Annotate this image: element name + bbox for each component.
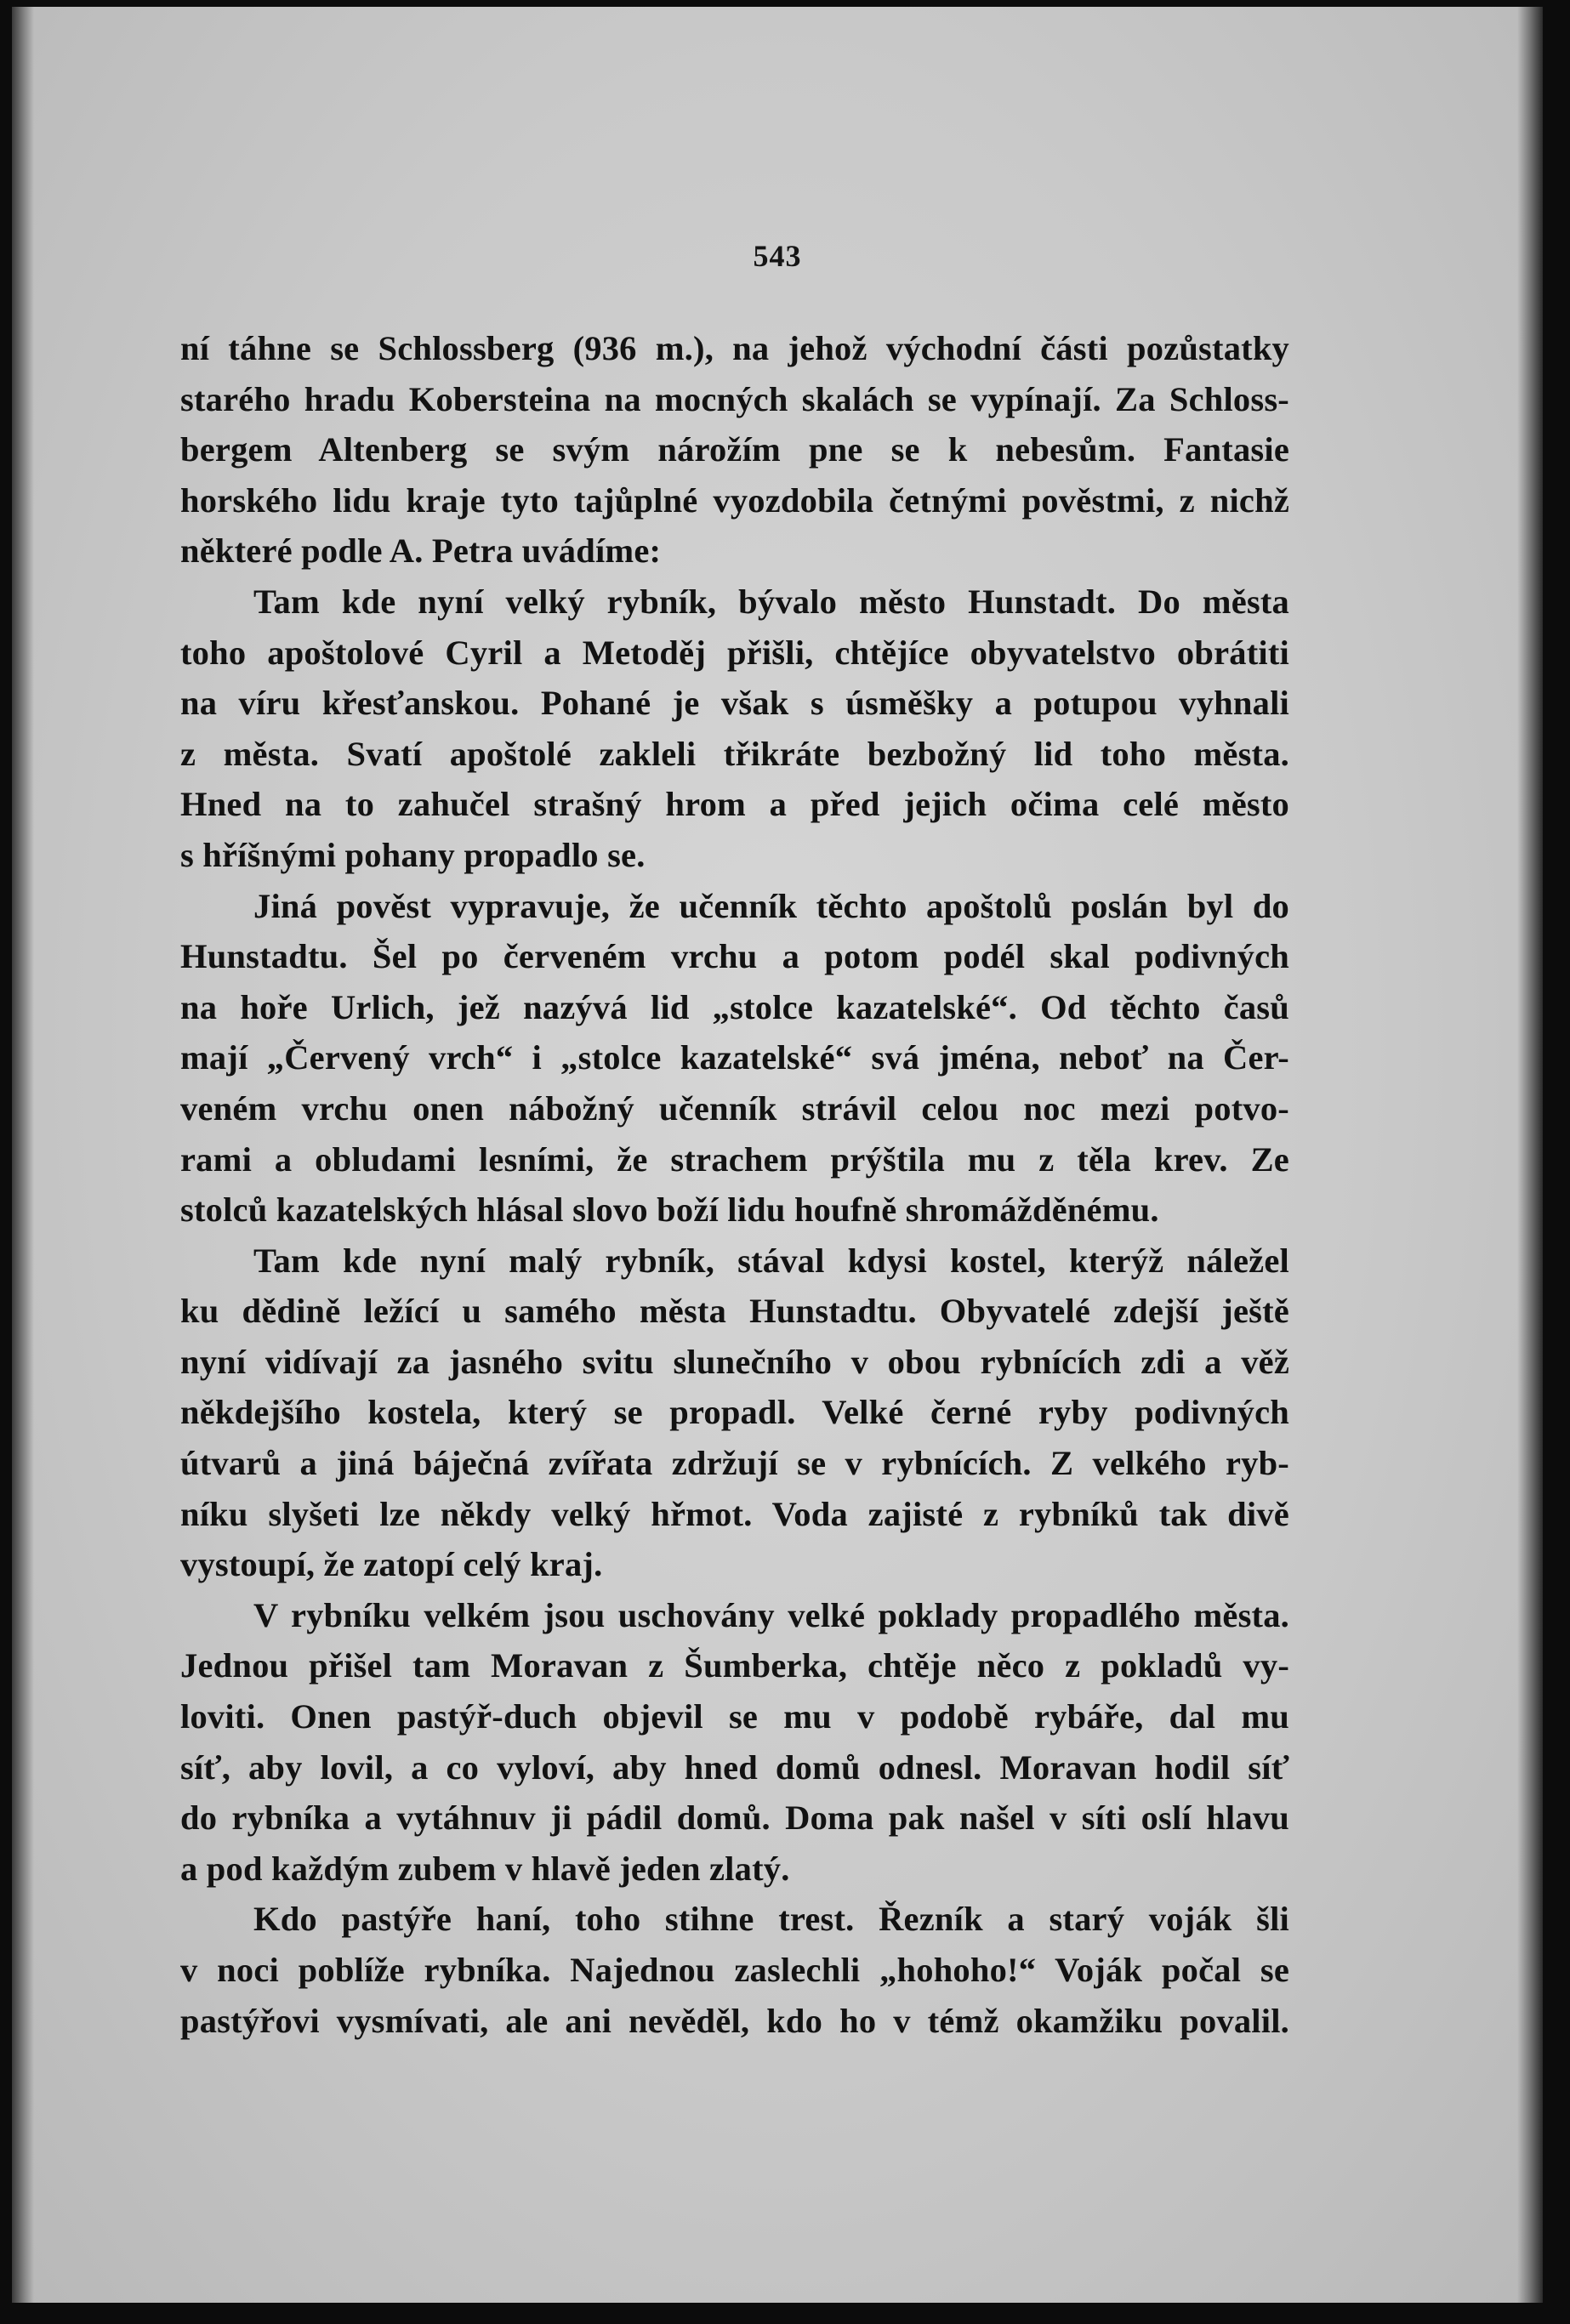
text-line: V rybníku velkém jsou uschovány velké poklady propadlého města. [253,1595,1289,1634]
text-line: horského lidu kraje tyto tajůplné vyozdobila četnými pověstmi, z nichž [180,480,1289,520]
text-line: v noci poblíže rybníka. Najednou zaslechli „hohoho!“ Voják počal se [180,1951,1289,1989]
text-line: do rybníka a vytáhnuv ji pádil domů. Doma pak našel v síti oslí hlavu [180,1798,1289,1838]
text-line: s hříšnými pohany propadlo se. [180,835,646,874]
page-edge-left [12,7,34,2303]
text-line: pastýřovi vysmívati, ale ani nevěděl, kdo ho v témž okamžiku povalil. [180,2001,1289,2040]
text-line: někdejšího kostela, který se propadl. Velké černé ryby podivných [180,1393,1289,1432]
text-line: bergem Altenberg se svým nárožím pne se k nebesům. Fantasie [180,430,1289,469]
body-text [180,323,1289,2046]
text-line: na hoře Urlich, jež nazývá lid „stolce kazatelské“. Od těchto časů [180,987,1289,1026]
page-number: 543 [753,239,802,273]
text-line: mají „Červený vrch“ i „stolce kazatelské“ svá jména, neboť na Čer- [180,1038,1289,1077]
text-line: rami a obludami lesními, že strachem prýštila mu z těla krev. Ze [180,1139,1289,1179]
text-line: Tam kde nyní velký rybník, bývalo město Hunstadt. Do města [253,582,1289,621]
text-line: ní táhne se Schlossberg (936 m.), na jehož východní části pozůstatky [180,329,1289,367]
text-line: Tam kde nyní malý rybník, stával kdysi kostel, kterýž náležel [253,1241,1289,1280]
text-line: Kdo pastýře haní, toho stihne trest. Řezník a starý voják šli [253,1900,1289,1939]
text-line: síť, aby lovil, a co vyloví, aby hned domů odnesl. Moravan hodil síť [180,1747,1289,1787]
page-edge-right [1517,7,1543,2303]
text-line: a pod každým zubem v hlavě jeden zlatý. [180,1849,790,1888]
text-line: útvarů a jiná báječná zvířata zdržují se v rybnících. Z velkého ryb- [180,1444,1289,1483]
text-line: stolců kazatelských hlásal slovo boží lidu houfně shromážděnému. [180,1190,1159,1230]
text-line: nyní vidívají za jasného svitu slunečního v obou rybnících zdi a věž [180,1342,1289,1381]
text-line: toho apoštolové Cyril a Metoděj přišli, chtějíce obyvatelstvo obrátiti [180,633,1289,672]
text-line: Hned na to zahučel strašný hrom a před jejich očima celé město [180,785,1289,824]
text-line: Jednou přišel tam Moravan z Šumberka, chtěje něco z pokladů vy- [180,1646,1289,1685]
text-line: starého hradu Kobersteina na mocných skalách se vypínají. Za Schloss- [180,379,1289,418]
text-line: níku slyšeti lze někdy velký hřmot. Voda zajisté z rybníků tak divě [180,1494,1289,1533]
book-page [12,7,1543,2303]
text-line: loviti. Onen pastýř-duch objevil se mu v podobě rybáře, dal mu [180,1697,1289,1736]
text-line: veném vrchu onen nábožný učenník strávil celou noc mezi potvo- [180,1088,1289,1128]
text-line: některé podle A. Petra uvádíme: [180,531,662,571]
text-line: Hunstadtu. Šel po červeném vrchu a potom podél skal podivných [180,937,1289,976]
text-line: vystoupí, že zatopí celý kraj. [180,1545,603,1584]
text-line: Jiná pověst vypravuje, že učenník těchto apoštolů poslán byl do [253,886,1289,925]
text-line: ku dědině ležící u samého města Hunstadtu. Obyvatelé zdejší ještě [180,1292,1289,1331]
text-line: z města. Svatí apoštolé zakleli třikráte bezbožný lid toho města. [180,734,1289,773]
text-line: na víru křesťanskou. Pohané je však s úsměšky a potupou vyhnali [180,684,1289,723]
